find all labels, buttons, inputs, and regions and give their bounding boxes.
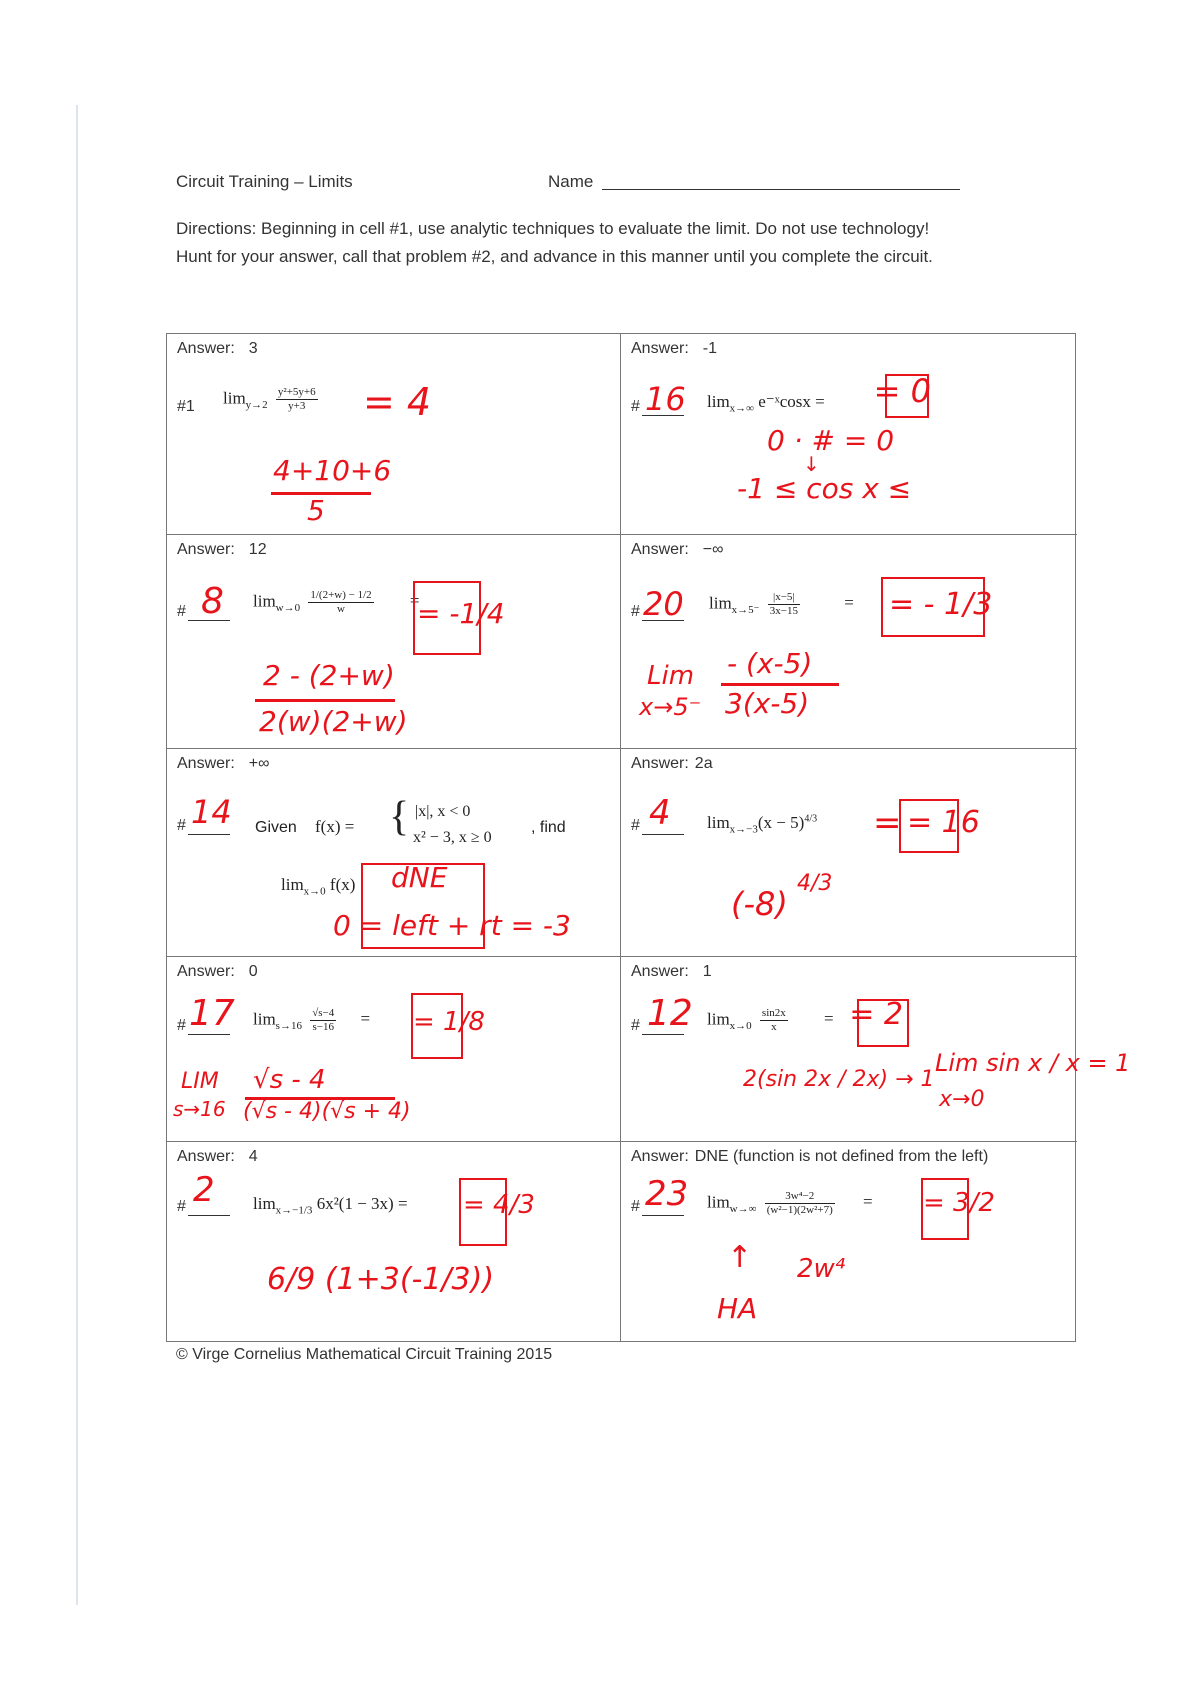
problem-number: # [631, 1017, 684, 1035]
answer: Answer: 4 [177, 1148, 258, 1165]
handwritten-work: 2(sin 2x / 2x) → 1 [743, 1067, 935, 1092]
handwritten-arrow: ↓ [803, 452, 820, 476]
handwritten-side-note-sub: x→0 [939, 1087, 985, 1112]
cell-1 [167, 334, 621, 535]
handwritten-work: 0 = left + rt = -3 [333, 909, 571, 942]
handwritten-work-numerator: - (x-5) [727, 647, 813, 680]
handwritten-problem-number: 16 [645, 380, 686, 418]
find-label: , find [531, 819, 566, 836]
handwritten-problem-number: 23 [645, 1174, 689, 1214]
handwritten-side-note: Lim sin x / x = 1 [935, 1049, 1131, 1077]
limit-expression: $\lim_{x\to-3}(x - 5)^{4/3}$ [707, 813, 818, 836]
cell-4 [621, 535, 1077, 749]
problem-number: # [631, 398, 684, 416]
problem-number: # [177, 1017, 230, 1035]
page-margin-line [76, 105, 78, 1605]
problem-number: # [177, 1198, 230, 1216]
handwritten-answer: = 2 [849, 997, 903, 1032]
limit-expression: $\lim_{x\to 0} f(x)$ [281, 875, 356, 898]
handwritten-fraction-bar [721, 683, 839, 686]
problem-number: # [177, 603, 230, 621]
handwritten-work-line-2: -1 ≤ cos x ≤ [737, 472, 912, 505]
handwritten-problem-number: 17 [189, 993, 235, 1034]
problem-number: #1 [177, 398, 195, 415]
handwritten-work-denominator: 3(x-5) [725, 687, 810, 720]
answer: Answer: -1 [631, 340, 718, 357]
problem-number: # [177, 817, 230, 835]
handwritten-answer: = 16 [907, 805, 980, 840]
handwritten-work-line-1: 0 · # = 0 [767, 424, 895, 457]
handwritten-work-denominator: 5 [307, 494, 325, 527]
cell-6 [621, 749, 1077, 957]
limit-expression: $\lim_{w\to\infty}$ $\frac{\text{3w⁴−2}}{\text{(w²−1)(2w²+7)}}$ = [707, 1190, 873, 1216]
cell-10 [621, 1142, 1077, 1341]
handwritten-problem-number: 8 [201, 581, 224, 622]
handwritten-answer: = 4/3 [463, 1190, 535, 1220]
cell-5 [167, 749, 621, 957]
handwritten-problem-number: 4 [649, 793, 671, 833]
limit-expression: $\lim_{x\to-1/3} 6x^2(1 - 3x)$ = [253, 1194, 408, 1217]
answer: Answer: 12 [177, 541, 267, 558]
handwritten-work: 2w⁴ [797, 1254, 846, 1284]
handwritten-work-denominator: 2(w)(2+w) [259, 705, 408, 738]
handwritten-answer: dNE [391, 861, 448, 894]
handwritten-answer: = - 1/3 [889, 587, 993, 622]
directions-line-1: Directions: Beginning in cell #1, use analytic techniques to evaluate the limit. Do not use technology! [176, 219, 930, 238]
answer: Answer: DNE (function is not defined from the left) [631, 1148, 989, 1165]
handwritten-problem-number: 12 [647, 993, 693, 1034]
problem-number: # [631, 1198, 684, 1216]
limit-expression: $\lim_{x\to\infty}$ e⁻ˣcosx = [707, 392, 825, 415]
directions-line-2: Hunt for your answer, call that problem #2, and advance in this manner until you complete the circuit. [176, 247, 933, 266]
handwritten-lim-sub: s→16 [173, 1097, 226, 1121]
handwritten-answer: = 0 [873, 372, 931, 410]
handwritten-work: 6/9 (1+3(-1/3)) [267, 1262, 495, 1297]
cell-9 [167, 1142, 621, 1341]
handwritten-lim-sub: x→5⁻ [639, 693, 702, 721]
answer: Answer: 1 [631, 963, 712, 980]
handwritten-problem-number: 20 [643, 585, 684, 623]
handwritten-answer: = 3/2 [923, 1188, 995, 1218]
handwritten-answer: = 4 [363, 380, 432, 424]
cell-7 [167, 957, 621, 1142]
handwritten-lim: Lim [647, 661, 695, 691]
handwritten-work-numerator: 4+10+6 [273, 454, 392, 487]
handwritten-answer: = 1/8 [413, 1007, 485, 1037]
problem-number: # [631, 817, 684, 835]
piecewise-part-1: |x|, x < 0 [415, 803, 471, 820]
handwritten-work-numerator: 2 - (2+w) [263, 659, 395, 692]
limit-expression: $\lim_{s\to 16}$ $\frac{√s-4}{s-16}$ = [253, 1007, 371, 1033]
handwritten-fraction-bar [255, 699, 395, 702]
cell-2 [621, 334, 1077, 535]
handwritten-work-base: (-8) [731, 885, 788, 923]
answer: Answer: 3 [177, 340, 258, 357]
copyright-footer: © Virge Cornelius Mathematical Circuit Training 2015 [176, 1346, 553, 1363]
given-label: Given [255, 819, 297, 836]
circuit-grid [166, 333, 1131, 1342]
piecewise-brace: { [389, 794, 410, 840]
handwritten-arrow: ↑ [727, 1240, 753, 1275]
name-blank-line[interactable] [602, 189, 960, 190]
handwritten-ha: HA [717, 1292, 758, 1325]
handwritten-work-exponent: 4/3 [797, 871, 833, 896]
handwritten-work-numerator: √s - 4 [253, 1065, 326, 1095]
handwritten-lim: LIM [181, 1069, 219, 1094]
limit-expression: $\lim_{x\to 0}$ $\frac{\sin 2x}{x}$ = [707, 1007, 834, 1033]
answer: Answer: +∞ [177, 755, 270, 772]
answer: Answer: 2a [631, 755, 713, 772]
piecewise-part-2: x² − 3, x ≥ 0 [413, 829, 492, 846]
handwritten-problem-number: 14 [191, 793, 232, 831]
answer: Answer: −∞ [631, 541, 724, 558]
worksheet-title: Circuit Training – Limits [176, 172, 353, 191]
handwritten-problem-number: 2 [193, 1170, 215, 1210]
limit-expression: $\lim_{w\to 0}$ $\frac{1/(2+w) - 1/2}{w}$ = [253, 589, 420, 615]
cell-8 [621, 957, 1131, 1142]
handwritten-work-denominator: (√s - 4)(√s + 4) [243, 1099, 411, 1124]
name-label: Name [548, 172, 594, 191]
problem-number: # [631, 603, 684, 621]
answer: Answer: 0 [177, 963, 258, 980]
limit-expression: $\lim_{y\to 2}$ $\frac{\text{y²+5y+6}}{y+3}$ [223, 386, 316, 412]
handwritten-equals: = [873, 803, 902, 843]
limit-expression: $\lim_{x\to 5^-}$ $\frac{|x-5|}{3x-15}$ = [709, 591, 854, 617]
function-label: f(x) = [315, 817, 355, 836]
cell-3 [167, 535, 621, 749]
handwritten-answer: = -1/4 [417, 597, 505, 630]
